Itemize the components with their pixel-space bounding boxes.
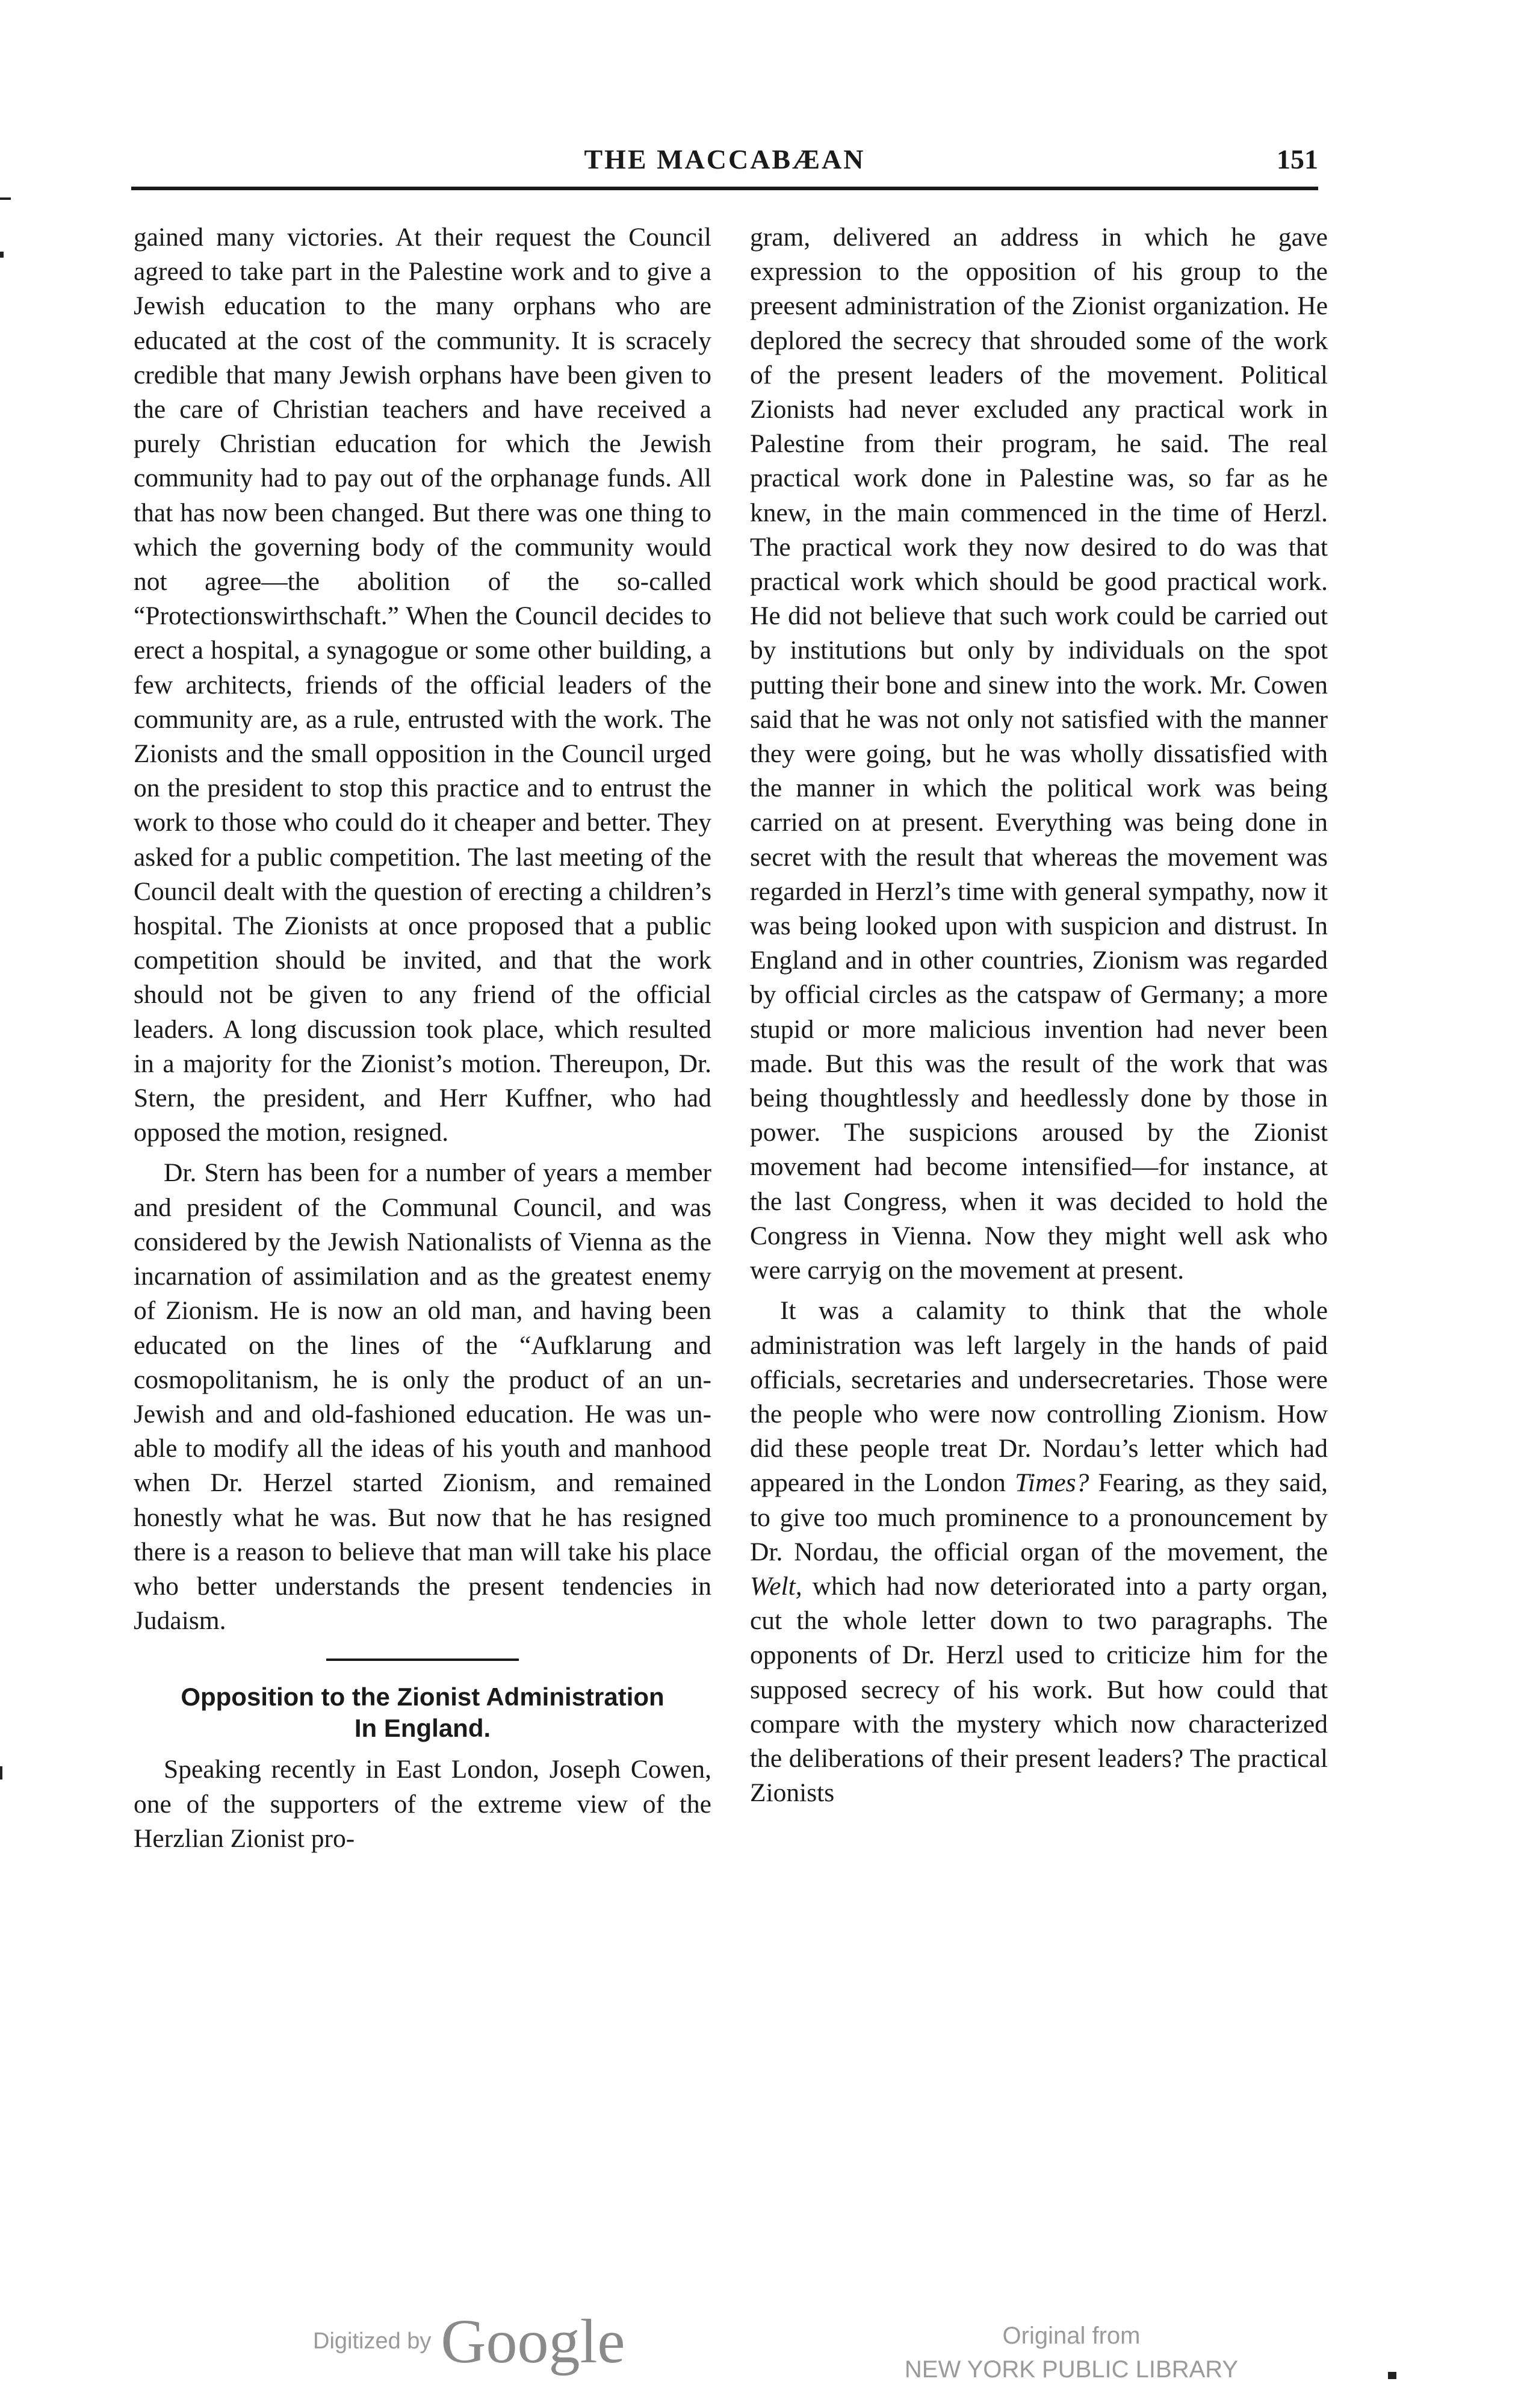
edge-mark (0, 1766, 2, 1780)
digitized-by-label: Digitized by (313, 2329, 432, 2354)
article-paragraph: gained many victories. At their request the Council agreed to take part in the Palestine work and to give a Jewish education to the many orphans who are educated at the cost of the community. It is scracely credible that many Jewish orphans have been given to the care of Christian teachers and have received a purely Christian education for which the Jewish community had to pay out of the orphanage funds. All that has now been changed. But there was one thing to which the governing body of the community would not agree—the abolition of the so-called “Protectionswirthschaft.” When the Council decides to erect a hospital, a synagogue or some other building, a few architects, friends of the official leaders of the community are, as a rule, entrusted with the work. The Zionists and the small opposition in the Council urged on the president to stop this practice and to entrust the work to those who could do it cheaper and better. They asked for a public competition. The last meeting of the Council dealt with the question of erecting a children’s hospital. The Zionists at once proposed that a public competition should be invited, and that the work should not be given to any friend of the official leaders. A long discussion took place, which resulted in a majority for the Zionist’s motion. Thereupon, Dr. Stern, the president, and Herr Kuffner, who had opposed the motion, resigned. (134, 223, 711, 1147)
italic-title: Welt, (750, 1571, 802, 1601)
article-paragraph: Dr. Stern has been for a number of years a member and president of the Communal Council, and was considered by the Jewish Nationalists of Vienna as the incarnation of assimilation and as the greatest enemy of Zionism. He is now an old man, and having been educated on the lines of the “Aufklarung and cosmopolitanism, he is only the product of an un-Jewish and and old-fashioned education. He was unable to modify all the ideas of his youth and manhood when Dr. Herzel started Zionism, and remained honestly what he was. But now that he has resigned there is a reason to believe that man will take his place who better understands the present tendencies in Judaism. (134, 1158, 711, 1636)
text-run: It was a calamity to think that the whole administration was left largely in the hands of paid officials, secretaries and undersecretaries. Those were the people who were now controlling Zionism. How did these people treat Dr. Nordau’s letter which had appeared in the London (750, 1296, 1328, 1498)
edge-mark (0, 252, 4, 258)
text-run: Fearing, as they said, to give too much prominence to a pronouncement by Dr. Nordau, the official organ of the movement, the (750, 1468, 1328, 1566)
section-heading-line: Opposition to the Zionist Administration (181, 1683, 664, 1711)
edge-mark (1388, 2372, 1396, 2379)
right-column (750, 220, 1328, 1810)
digitized-by-watermark (313, 2306, 625, 2376)
page-number: 151 (1277, 144, 1318, 175)
italic-title: Times? (1015, 1468, 1089, 1498)
original-source-watermark (879, 2319, 1264, 2386)
section-heading (134, 1681, 711, 1744)
section-heading-line: In England. (354, 1714, 491, 1743)
left-column (134, 220, 711, 1856)
google-logo: Google (441, 2307, 625, 2376)
text-run: which had now deteriorated into a party organ, cut the whole letter down to two paragraphs. The opponents of Dr. Herzl used to criticize him for the supposed secrecy of his work. But how could that compare with the mystery which now characterized the deliberations of their present leaders? The practical Zionists (750, 1571, 1328, 1808)
page-header (131, 143, 1318, 191)
original-from-label: Original from (1002, 2323, 1141, 2349)
header-rule (131, 187, 1318, 190)
running-title: THE MACCABÆAN (584, 144, 866, 175)
section-divider (326, 1659, 519, 1661)
article-paragraph: Speaking recently in East London, Joseph Cowen, one of the supporters of the extreme view of the Herzlian Zionist pro- (134, 1755, 711, 1853)
article-paragraph (750, 1294, 1328, 1810)
edge-mark (0, 197, 11, 200)
article-paragraph: gram, delivered an address in which he gave expression to the opposition of his group to the preesent administration of the Zionist organization. He deplored the secrecy that shrouded some of the work of the present leaders of the movement. Political Zionists had never excluded any practical work in Palestine from their program, he said. The real practical work done in Palestine was, so far as he knew, in the main commenced in the time of Herzl. The practical work they now desired to do was that practical work which should be good practical work. He did not believe that such work could be carried out by institutions but only by individuals on the spot putting their bone and sinew into the work. Mr. Cowen said that he was not only not satisfied with the manner they were going, but he was wholly dissatisfied with the manner in which the political work was being carried on at present. Everything was being done in secret with the result that whereas the movement was regarded in Herzl’s time with general sympathy, now it was being looked upon with suspicion and distrust. In England and in other countries, Zionism was regarded by official circles as the catspaw of Germany; a more stupid or more malicious invention had never been made. But this was the result of the work that was being thoughtlessly and heedlessly done by those in power. The suspicions aroused by the Zionist movement had become intensified—for instance, at the last Congress, when it was decided to hold the Congress in Vienna. Now they might well ask who were carryig on the movement at present. (750, 223, 1328, 1285)
library-name: NEW YORK PUBLIC LIBRARY (904, 2356, 1239, 2383)
